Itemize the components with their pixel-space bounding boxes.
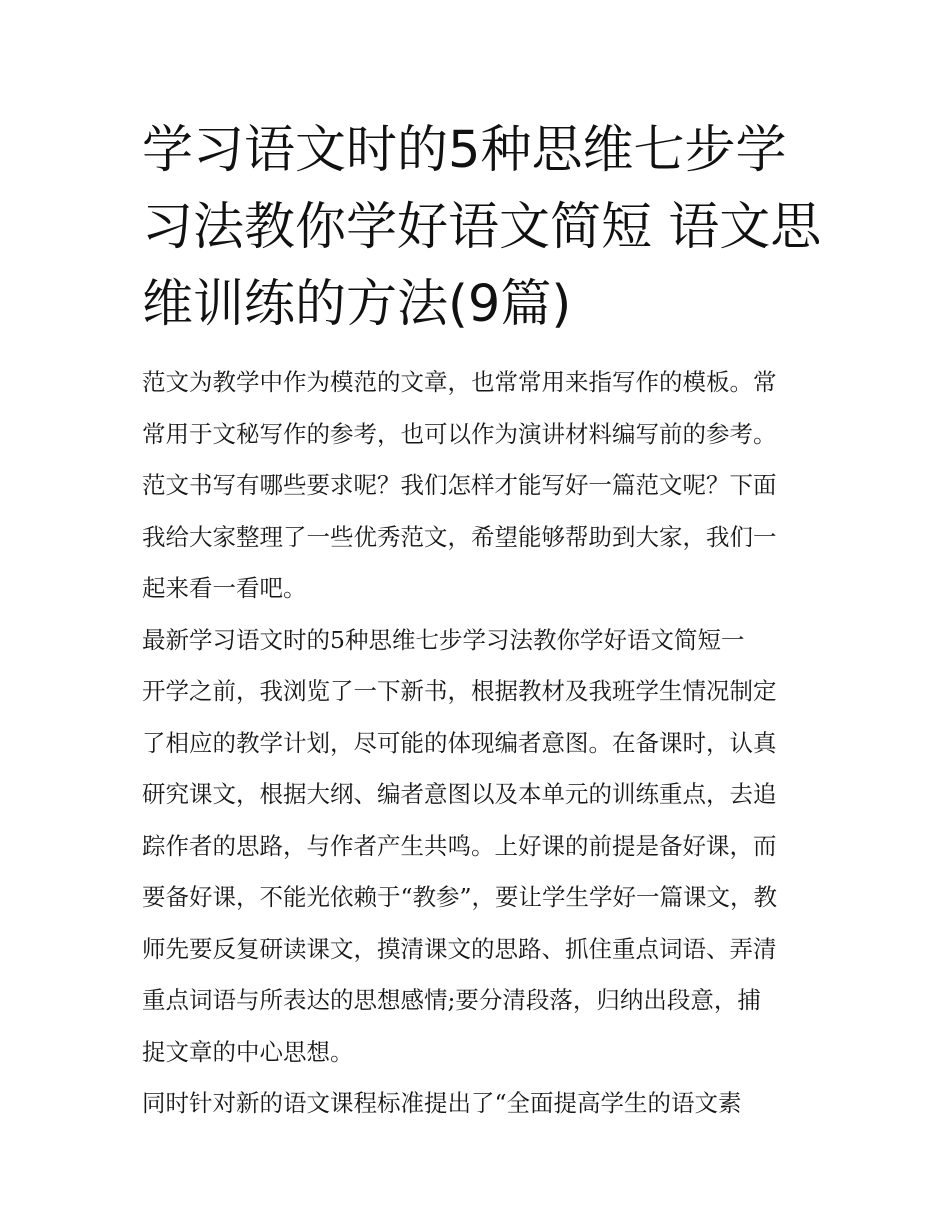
text-line: 我给大家整理了一些优秀范文，希望能够帮助到大家，我们一 bbox=[142, 522, 777, 551]
text-line: 范文为教学中作为模范的文章，也常常用来指写作的模板。常 bbox=[142, 368, 777, 396]
document-content bbox=[142, 112, 822, 1130]
document-body bbox=[142, 357, 814, 1130]
text-line: 师先要反复研读课文，摸清课文的思路、抓住重点词语、弄清 bbox=[142, 934, 777, 963]
intro-paragraph bbox=[142, 357, 814, 615]
document-title bbox=[142, 112, 822, 343]
text-line: 最新学习语文时的5种思维七步学习法教你学好语文简短一 bbox=[142, 625, 745, 654]
body-paragraph bbox=[142, 1078, 814, 1130]
text-line: 同时针对新的语文课程标准提出了“全面提高学生的语文素 bbox=[142, 1089, 742, 1117]
text-line: 研究课文，根据大纲、编者意图以及本单元的训练重点，去追 bbox=[142, 780, 777, 808]
title-line: 维训练的方法(9篇) bbox=[142, 275, 572, 334]
text-line: 踪作者的思路，与作者产生共鸣。上好课的前提是备好课，而 bbox=[142, 831, 777, 860]
text-line: 常用于文秘写作的参考，也可以作为演讲材料编写前的参考。 bbox=[142, 419, 777, 448]
body-paragraph bbox=[142, 666, 814, 1078]
text-line: 要备好课，不能光依赖于“教参”，要让学生学好一篇课文，教 bbox=[142, 883, 778, 911]
title-line: 习法教你学好语文简短 语文思 bbox=[142, 198, 822, 257]
text-line: 捉文章的中心思想。 bbox=[142, 1037, 354, 1066]
text-line: 范文书写有哪些要求呢？我们怎样才能写好一篇范文呢？下面 bbox=[142, 471, 777, 499]
section-heading-paragraph bbox=[142, 615, 814, 667]
title-line: 学习语文时的5种思维七步学 bbox=[142, 121, 787, 180]
text-line: 起来看一看吧。 bbox=[142, 574, 307, 602]
text-line: 了相应的教学计划，尽可能的体现编者意图。在备课时，认真 bbox=[142, 728, 777, 757]
text-line: 重点词语与所表达的思想感情;要分清段落，归纳出段意，捕 bbox=[142, 986, 761, 1014]
text-line: 开学之前，我浏览了一下新书，根据教材及我班学生情况制定 bbox=[142, 677, 777, 705]
